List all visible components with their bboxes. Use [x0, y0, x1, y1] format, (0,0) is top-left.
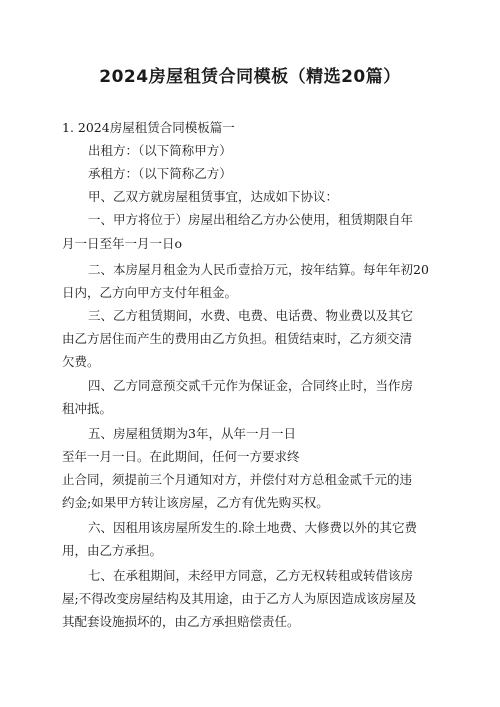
clause-7-line-3: 其配套设施损坏的，由乙方承担赔偿责任。	[62, 614, 300, 629]
clause-3-line-2: 由乙方居住而产生的费用由乙方负担。租赁结束时，乙方须交清	[62, 331, 413, 346]
clause-2-line-2: 日内，乙方向甲方支付年租金。	[62, 285, 238, 300]
clause-7-line-1: 七、在承租期间，未经甲方同意，乙方无权转租或转借该房	[88, 568, 414, 583]
clause-5-line-3: 止合同，须提前三个月通知对方，并偿付对方总租金贰千元的违	[62, 472, 413, 487]
clause-7-line-2: 屋;不得改变房屋结构及其用途，由于乙方人为原因造成该房屋及	[62, 591, 417, 606]
section-heading: 1. 2024房屋租赁合同模板篇一	[62, 120, 235, 135]
clause-1-line-1: 一、甲方将位于）房屋出租给乙方办公使用，租赁期限自年	[88, 212, 414, 227]
clause-1-line-2: 月一日至年一月一日o	[62, 236, 183, 251]
document-title: 2024房屋租赁合同模板（精选20篇）	[99, 67, 401, 87]
clause-5-line-4: 约金;如果甲方转让该房屋，乙方有优先购买权。	[62, 495, 329, 510]
clause-4-line-1: 四、乙方同意预交贰千元作为保证金，合同终止时，当作房	[88, 378, 414, 393]
clause-5-line-1: 五、房屋租赁期为3年，从年一月一日	[88, 426, 296, 441]
agreement-intro: 甲、乙双方就房屋租赁事宜，达成如下协议：	[88, 189, 339, 204]
clause-2-line-1: 二、本房屋月租金为人民币壹拾万元，按年结算。每年年初20	[88, 262, 429, 277]
clause-6-line-1: 六、因租用该房屋所发生的.除土地费、大修费以外的其它费	[88, 520, 417, 535]
clause-3-line-3: 欠费。	[62, 354, 100, 369]
clause-3-line-1: 三、乙方租赁期间，水费、电费、电话费、物业费以及其它	[88, 308, 414, 323]
lessor-line: 出租方：（以下简称甲方）	[88, 143, 232, 158]
clause-5-line-2: 至年一月一日。在此期间，任何一方要求终	[62, 449, 300, 464]
lessee-line: 承租方：（以下简称乙方）	[88, 166, 232, 181]
clause-6-line-2: 用，由乙方承担。	[62, 543, 163, 558]
clause-4-line-2: 租冲抵。	[62, 401, 113, 416]
